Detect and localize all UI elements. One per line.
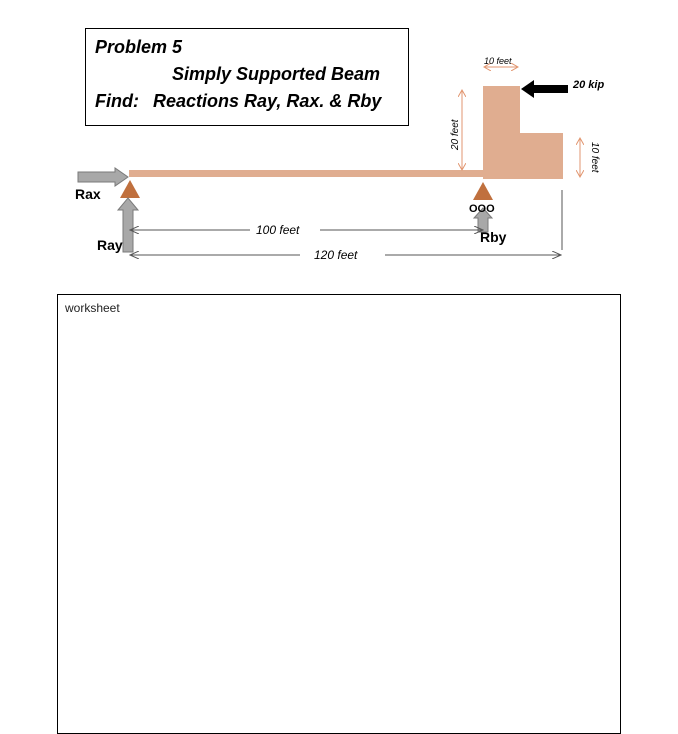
dim-120-label: 120 feet xyxy=(314,248,358,262)
pin-support-a xyxy=(120,180,140,198)
load-label: 20 kip xyxy=(573,79,605,91)
rby-label: Rby xyxy=(480,229,507,245)
dim-100-label: 100 feet xyxy=(256,223,300,237)
problem-subtitle: Simply Supported Beam xyxy=(172,64,381,84)
ray-label: Ray xyxy=(97,237,123,253)
find-label: Find: xyxy=(95,91,139,111)
roller-symbol: OOO xyxy=(469,203,495,215)
dim-block-height-label: 20 feet xyxy=(450,119,461,150)
rax-arrow xyxy=(78,168,128,186)
dim-block-width-label: 10 feet xyxy=(484,56,512,66)
beam xyxy=(129,170,485,177)
worksheet-area[interactable] xyxy=(57,294,621,734)
beam-diagram xyxy=(0,0,678,290)
beam-block xyxy=(483,86,563,179)
dim-step-height-label: 10 feet xyxy=(589,142,600,173)
worksheet-label: worksheet xyxy=(65,301,120,315)
roller-support-b xyxy=(473,182,493,200)
load-arrow xyxy=(521,80,568,98)
rax-label: Rax xyxy=(75,186,101,202)
find-text: Reactions Ray, Rax. & Rby xyxy=(153,91,382,111)
problem-title: Problem 5 xyxy=(95,37,183,57)
